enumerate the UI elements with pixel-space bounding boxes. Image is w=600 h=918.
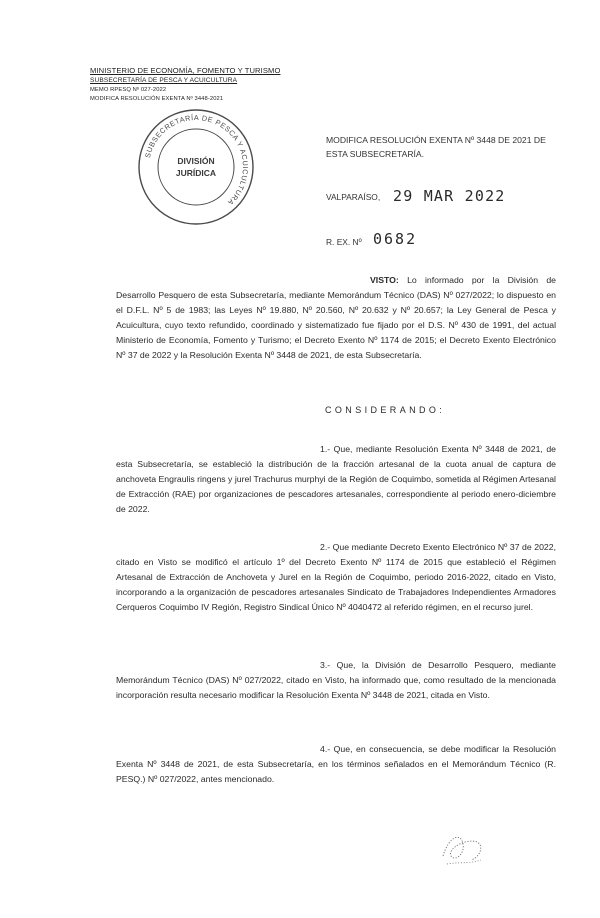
resolution-reference: MODIFICA RESOLUCIÓN EXENTA Nº 3448-2021 — [90, 95, 224, 102]
stamp-ring-text: SUBSECRETARÍA DE PESCA Y ACUICULTURA — [142, 112, 251, 208]
stamp-center-line2: JURÍDICA — [175, 168, 217, 178]
visto-text: Lo informado por la División de Desarrollo Pesquero de esta Subsecretaría, mediante Memorándum Técnico (DAS) Nº 027/2022; lo dispuesto en el D.F.L. Nº 5 de 1983; las Leyes Nº 19.880, Nº 20.560, Nº 20.632 y Nº 20.657; la Ley General de Pesca y Acuicultura, cuyo texto refundido, coordinado y sistematizado fue fijado por el D.S. Nº 430 de 1991, del actual Ministerio de Economía, Fomento y Turismo; el Decreto Exento Nº 1174 de 2015; el Decreto Exento Electrónico Nº 37 de 2022 y la Resolución Exenta Nº 3448 de 2021, de esta Subsecretaría. — [116, 275, 556, 360]
considerando-paragraph-3: 3.- Que, la División de Desarrollo Pesquero, mediante Memorándum Técnico (DAS) Nº 027/2022, citado en Visto, ha informado que, como resultado de la mencionada incorporación resulta necesario modificar la Resolución Exenta Nº 3448 de 2021, citada en Visto. — [116, 660, 556, 700]
city-name: VALPARAÍSO, — [326, 192, 381, 202]
considerando-paragraph-1: 1.- Que, mediante Resolución Exenta Nº 3448 de 2021, de esta Subsecretaría, se estableció la distribución de la fracción artesanal de la cuota anual de captura de anchoveta Engraulis ringens y jurel Trachurus murphyi de la Región de Coquimbo, sometida al Régimen Artesanal de Extracción (RAE) por organizaciones de pescadores artesanales, correspondiente al periodo enero-diciembre de 2022. — [116, 444, 556, 514]
handwritten-date: 29 MAR 2022 — [393, 187, 506, 205]
considerando-heading: CONSIDERANDO: — [325, 405, 446, 415]
resolution-subject: MODIFICA RESOLUCIÓN EXENTA Nº 3448 DE 2021 DE ESTA SUBSECRETARÍA. — [326, 135, 546, 159]
considerando-paragraph-2: 2.- Que mediante Decreto Exento Electrónico Nº 37 de 2022, citado en Visto se modificó el artículo 1º del Decreto Exento Nº 1174 de 2015 que estableció el Régimen Artesanal de Extracción de Anchoveta y Jurel en la Región de Coquimbo, periodo 2016-2022, citado en Visto, incorporando a la organización de pescadores artesanales Sindicato de Trabajadores Independientes Armadores Cerqueros Coquimbo IV Región, Registro Sindical Único Nº 4040472 al referido régimen, en el recurso jurel. — [116, 542, 556, 612]
rex-number: 0682 — [373, 230, 418, 248]
considerando-paragraph-4: 4.- Que, en consecuencia, se debe modificar la Resolución Exenta Nº 3448 de 2021, de esta Subsecretaría, en los términos señalados en el Memorándum Técnico (R. PESQ.) Nº 027/2022, antes mencionado. — [116, 744, 556, 784]
visto-paragraph — [116, 273, 556, 363]
letterhead — [90, 66, 280, 103]
initials-mark — [433, 818, 493, 878]
visto-lead: VISTO: — [370, 275, 399, 285]
division-juridica-stamp — [135, 106, 257, 228]
stamp-center-line1: DIVISIÓN — [177, 156, 215, 166]
ministry-name: MINISTERIO DE ECONOMÍA, FOMENTO Y TURISMO — [90, 66, 281, 75]
memo-reference: MEMO RPESQ Nº 027-2022 — [90, 87, 167, 93]
subsecretaria-name: SUBSECRETARÍA DE PESCA Y ACUICULTURA — [90, 77, 238, 84]
rex-label: R. EX. Nº — [326, 237, 362, 247]
place-label — [326, 192, 380, 202]
